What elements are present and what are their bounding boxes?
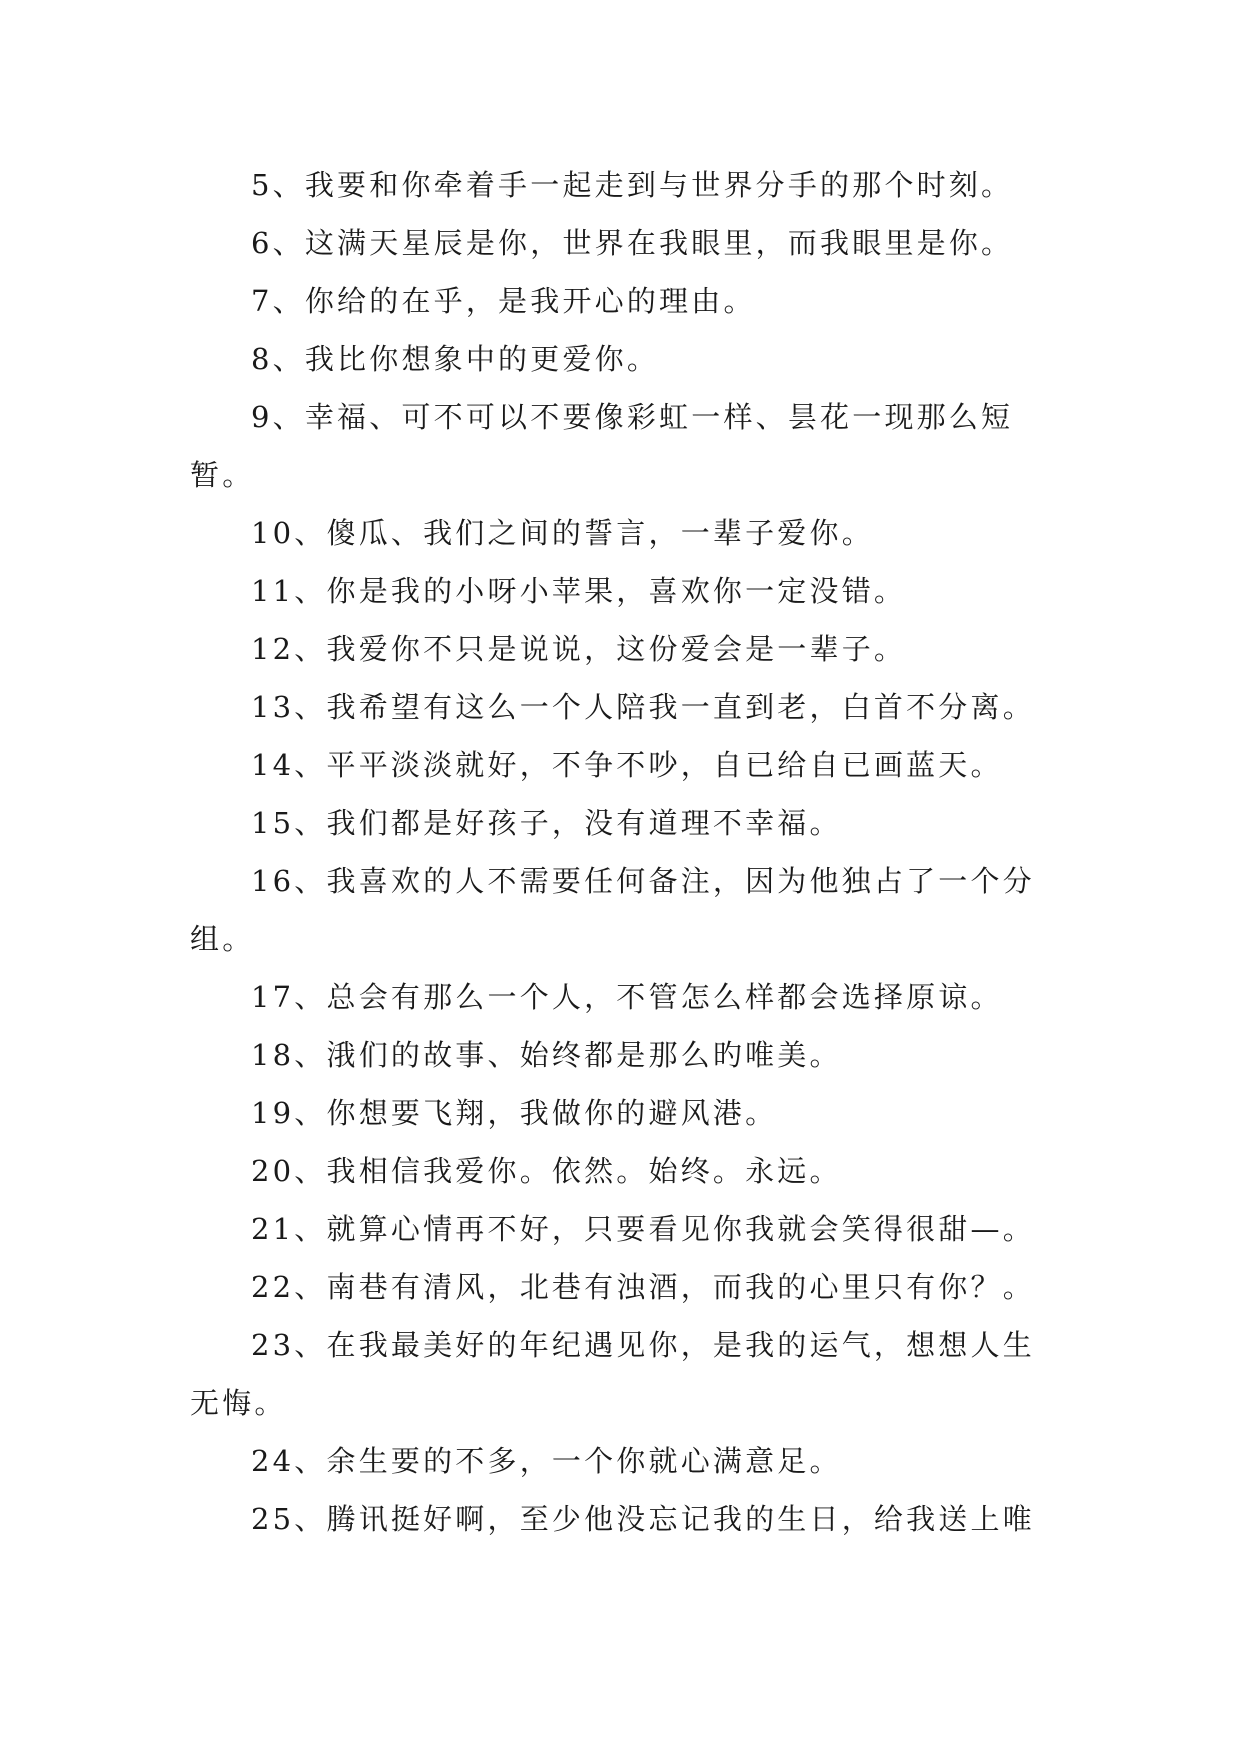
paragraph: 23、在我最美好的年纪遇见你，是我的运气，想想人生无悔。 (190, 1328, 1035, 1420)
paragraph: 22、南巷有清风，北巷有浊酒，而我的心里只有你？。 (251, 1270, 1035, 1304)
paragraph: 17、总会有那么一个人，不管怎么样都会选择原谅。 (251, 980, 1003, 1014)
document-body (190, 156, 1060, 1548)
paragraph: 6、这满天星辰是你，世界在我眼里，而我眼里是你。 (251, 226, 1014, 260)
paragraph: 16、我喜欢的人不需要任何备注，因为他独占了一个分组。 (190, 864, 1035, 956)
paragraph: 25、腾讯挺好啊，至少他没忘记我的生日，给我送上唯 (251, 1502, 1035, 1536)
paragraph: 18、涐们的故事、始终都是那么旳唯美。 (251, 1038, 842, 1072)
paragraph: 9、幸福、可不可以不要像彩虹一样、昙花一现那么短暂。 (190, 400, 1014, 492)
paragraph: 24、余生要的不多，一个你就心满意足。 (251, 1444, 842, 1478)
paragraph: 12、我爱你不只是说说，这份爱会是一辈子。 (251, 632, 907, 666)
paragraph: 11、你是我的小呀小苹果，喜欢你一定没错。 (251, 574, 907, 608)
paragraph: 19、你想要飞翔，我做你的避风港。 (251, 1096, 778, 1130)
paragraph: 15、我们都是好孩子，没有道理不幸福。 (251, 806, 842, 840)
paragraph: 7、你给的在乎，是我开心的理由。 (251, 284, 756, 318)
paragraph: 21、就算心情再不好，只要看见你我就会笑得很甜—。 (251, 1212, 1035, 1246)
paragraph: 13、我希望有这么一个人陪我一直到老，白首不分离。 (251, 690, 1035, 724)
paragraph: 10、傻瓜、我们之间的誓言，一辈子爱你。 (251, 516, 874, 550)
paragraph: 20、我相信我爱你。依然。始终。永远。 (251, 1154, 842, 1188)
paragraph: 8、我比你想象中的更爱你。 (251, 342, 660, 376)
paragraph: 5、我要和你牵着手一起走到与世界分手的那个时刻。 (251, 168, 1014, 202)
paragraph: 14、平平淡淡就好，不争不吵，自已给自已画蓝天。 (251, 748, 1003, 782)
